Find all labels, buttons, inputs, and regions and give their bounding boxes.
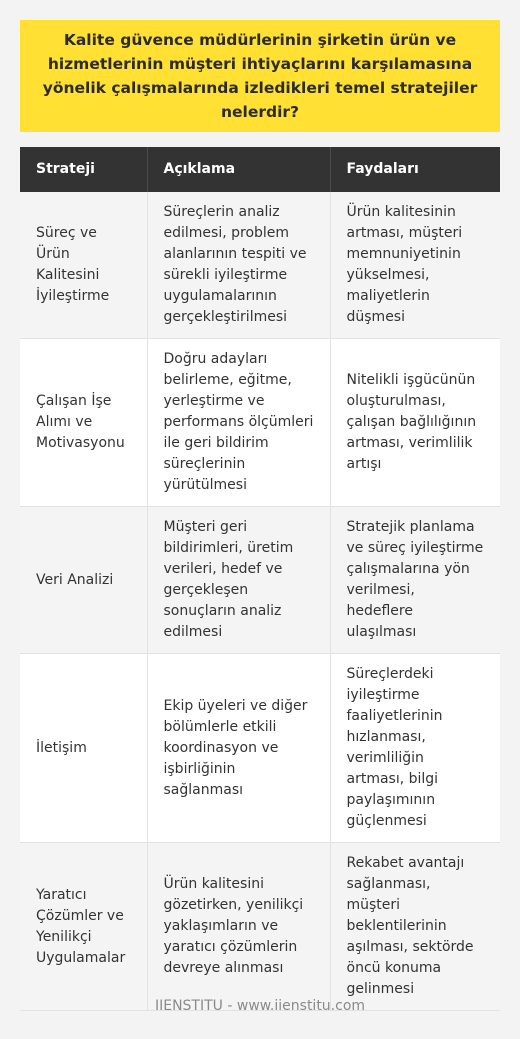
cell-benefits: Rekabet avantajı sağlanması, müşteri beklentilerinin aşılması, sektörde öncü konuma gelinmesi [330,843,500,1011]
cell-benefits: Nitelikli işgücünün oluşturulması, çalışan bağlılığının artması, verimlilik artışı [330,339,500,507]
cell-strategy: Veri Analizi [20,507,147,654]
header-strategy: Strateji [20,147,147,192]
footer-credit: IIENSTITU - www.iienstitu.com [154,998,366,1014]
cell-description: Doğru adayları belirleme, eğitme, yerleştirme ve performans ölçümleri ile geri bildirim süreçlerinin yürütülmesi [147,339,330,507]
table-row [20,339,500,507]
cell-description: Müşteri geri bildirimleri, üretim verileri, hedef ve gerçekleşen sonuçların analiz edilmesi [147,507,330,654]
cell-description: Süreçlerin analiz edilmesi, problem alanlarının tespiti ve sürekli iyileştirme uygulamalarının gerçekleştirilmesi [147,192,330,339]
table-row [20,192,500,339]
title-banner [20,20,500,132]
cell-description: Ekip üyeleri ve diğer bölümlerle etkili koordinasyon ve işbirliğinin sağlanması [147,654,330,843]
table-row [20,507,500,654]
cell-strategy: Yaratıcı Çözümler ve Yenilikçi Uygulamalar [20,843,147,1011]
table-header-row [20,147,500,192]
cell-strategy: Süreç ve Ürün Kalitesini İyileştirme [20,192,147,339]
header-benefits: Faydaları [330,147,500,192]
page-title: Kalite güvence müdürlerinin şirketin ürün ve hizmetlerinin müşteri ihtiyaçlarını karşılamasına yönelik çalışmalarında izledikleri temel stratejiler nelerdir? [42,31,478,121]
strategy-table [20,147,500,1011]
table-row [20,654,500,843]
header-description: Açıklama [147,147,330,192]
cell-benefits: Süreçlerdeki iyileştirme faaliyetlerinin hızlanması, verimliliğin artması, bilgi paylaşımının güçlenmesi [330,654,500,843]
cell-strategy: Çalışan İşe Alımı ve Motivasyonu [20,339,147,507]
table-row [20,843,500,1011]
cell-strategy: İletişim [20,654,147,843]
cell-benefits: Ürün kalitesinin artması, müşteri memnuniyetinin yükselmesi, maliyetlerin düşmesi [330,192,500,339]
cell-benefits: Stratejik planlama ve süreç iyileştirme çalışmalarına yön verilmesi, hedeflere ulaşılması [330,507,500,654]
cell-description: Ürün kalitesini gözetirken, yenilikçi yaklaşımların ve yaratıcı çözümlerin devreye alınması [147,843,330,1011]
